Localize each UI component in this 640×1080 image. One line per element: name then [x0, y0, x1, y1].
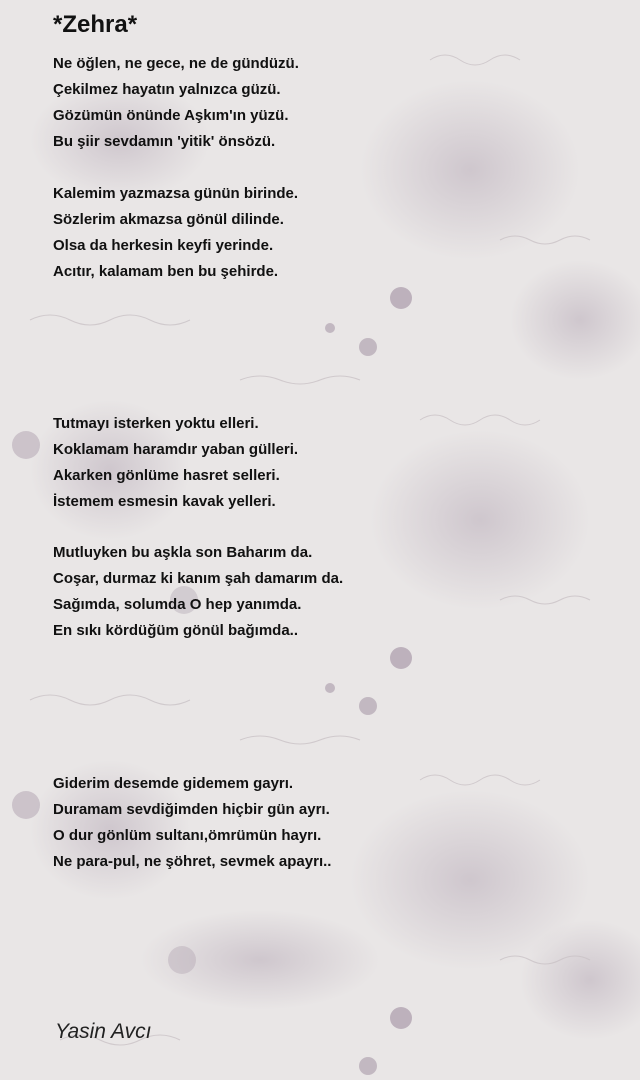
stanza-4: [53, 540, 343, 644]
poem-line: Mutluyken bu aşkla son Baharım da.: [53, 544, 313, 561]
poem-line: Gözümün önünde Aşkım'ın yüzü.: [53, 107, 289, 124]
poem-line: Çekilmez hayatın yalnızca güzü.: [53, 81, 281, 98]
poem-author: Yasin Avcı: [55, 1020, 152, 1043]
poem-line: Tutmayı isterken yoktu elleri.: [53, 415, 259, 432]
poem-line: Acıtır, kalamam ben bu şehirde.: [53, 263, 279, 280]
poem-line: Coşar, durmaz ki kanım şah damarım da.: [53, 570, 344, 587]
poem-line: Koklamam haramdır yaban gülleri.: [53, 441, 299, 458]
poem-line: Akarken gönlüme hasret selleri.: [53, 467, 280, 484]
stanza-3: [53, 411, 298, 515]
poem-line: Kalemim yazmazsa günün birinde.: [53, 185, 299, 202]
poem-line: Giderim desemde gidemem gayrı.: [53, 775, 294, 792]
stanza-5: [53, 771, 331, 875]
poem-line: En sıkı kördüğüm gönül bağımda..: [53, 622, 299, 639]
poem-line: İstemem esmesin kavak yelleri.: [53, 493, 276, 510]
stanza-2: [53, 181, 298, 285]
poem-line: Sağımda, solumda O hep yanımda.: [53, 596, 302, 613]
poem-line: Ne para-pul, ne şöhret, sevmek apayrı..: [53, 853, 332, 870]
poem-title: *Zehra*: [53, 11, 138, 38]
poem-line: Ne öğlen, ne gece, ne de gündüzü.: [53, 55, 299, 72]
poem-line: Sözlerim akmazsa gönül dilinde.: [53, 211, 284, 228]
stanza-1: [53, 51, 299, 155]
poem-line: Olsa da herkesin keyfi yerinde.: [53, 237, 274, 254]
poem-line: O dur gönlüm sultanı,ömrümün hayrı.: [53, 827, 322, 844]
poem-line: Duramam sevdiğimden hiçbir gün ayrı.: [53, 801, 330, 818]
poem-line: Bu şiir sevdamın 'yitik' önsözü.: [53, 133, 276, 150]
